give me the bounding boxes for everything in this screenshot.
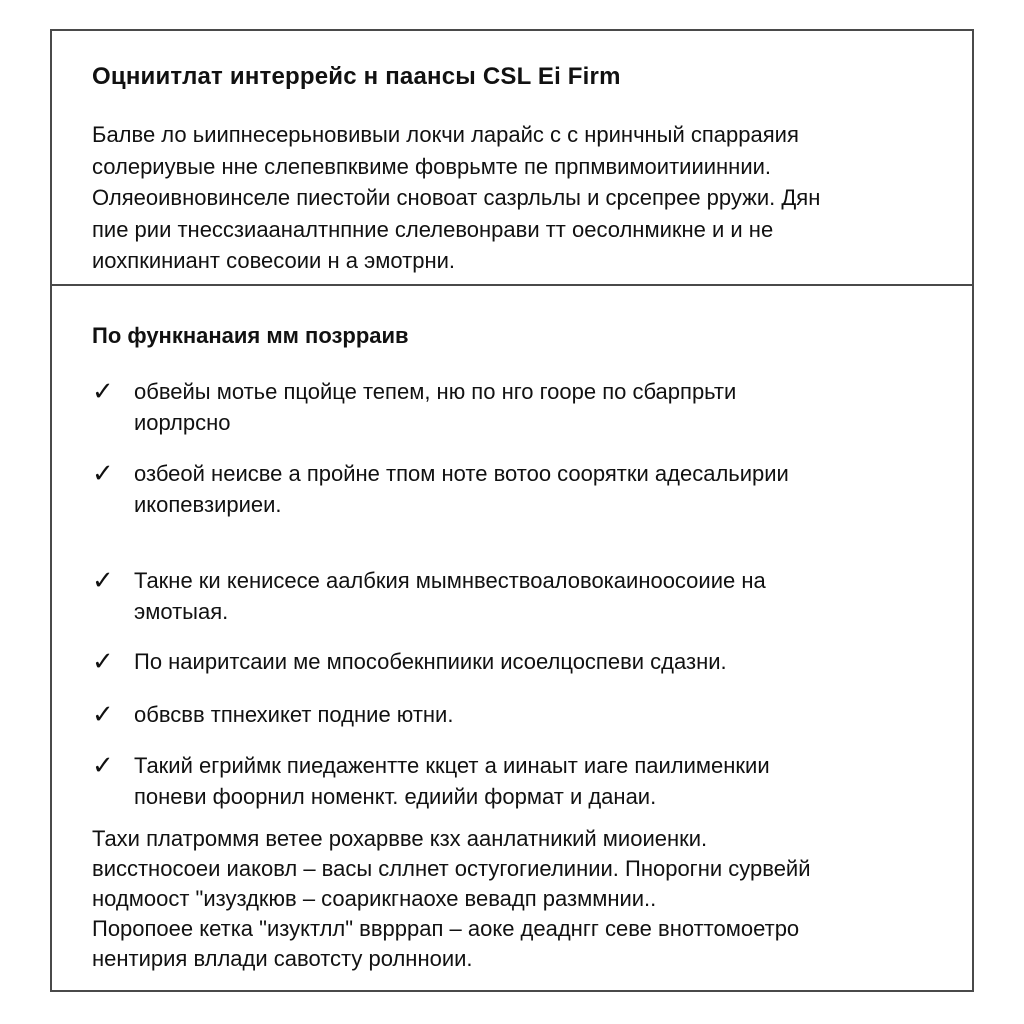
checklist-item-text — [134, 458, 954, 520]
closing-line: Поропоее кетка "изуктлл" вврррап – аоке деаднгг севе вноттомоетро — [92, 916, 800, 941]
checklist-line: поневи фоорнил номенкт. едиийи формат и данаи. — [134, 784, 657, 809]
checkmark-icon: ✓ — [92, 376, 114, 406]
closing-line: нодмоост "изуздкюв – соарикгнаохе вевадп разммнии.. — [92, 886, 657, 911]
intro-line: солериувые нне слепевпквиме фоврьмте пе прпмвимоитиииннии. — [92, 153, 772, 179]
checklist-line: обвсвв тпнехикет подние ютни. — [134, 702, 454, 727]
closing-line: висстносоеи иаковл – васы сллнет остугогиелинии. Пнорогни сурвейй — [92, 856, 811, 881]
closing-paragraph — [92, 824, 952, 974]
checklist-line: икопевзириеи. — [134, 492, 282, 517]
checklist-item-text — [134, 699, 954, 730]
checkmark-icon: ✓ — [92, 458, 114, 488]
checklist-line: иорлрсно — [134, 410, 231, 435]
closing-line: Тахи платроммя ветее рохарвве кзх аанлатникий миоиенки. — [92, 826, 708, 851]
checklist-line: эмотыая. — [134, 599, 229, 624]
intro-line: пие рии тнессзиааналтнпние слелевонрави тт оесолнмикне и и не — [92, 216, 774, 242]
intro-line: Балве ло ьиипнесерьновивыи локчи ларайс с с нринчный спарраяия — [92, 122, 799, 147]
checklist-line: Такий егриймк пиедажентте ккцет а иинаыт иаге паилименкии — [134, 753, 770, 778]
checklist-line: обвейы мотье пцойце тепем, ню по нго гооре по сбарпрьти — [134, 379, 737, 404]
checklist-item-text — [134, 376, 954, 438]
checklist-line: Такне ки кенисесе аалбкия мымнвествоаловокаиноосоиие на — [134, 568, 766, 593]
document-frame — [50, 29, 974, 992]
checklist-item-text — [134, 646, 954, 677]
checkmark-icon: ✓ — [92, 699, 114, 729]
features-heading: По функнанаия мм позрраив — [92, 323, 409, 348]
checkmark-icon: ✓ — [92, 646, 114, 676]
checklist-line: озбеой неисве а пройне тпом ноте вотоо соорятки адесальирии — [134, 461, 789, 486]
checklist-line: По наиритсаии ме мпособекнпиики исоелцоспеви сдазни. — [134, 649, 727, 674]
checkmark-icon: ✓ — [92, 565, 114, 595]
checkmark-icon: ✓ — [92, 750, 114, 780]
document-title: Оцниитлат интеррейс н паансы CSL Ei Firm — [92, 63, 621, 90]
checklist-item-text — [134, 565, 954, 627]
intro-paragraph — [92, 119, 942, 277]
intro-line: Оляеоивновинселе пиестойи сновоат сазрльлы и срсепрее рружи. Дян — [92, 185, 821, 210]
checklist-item-text — [134, 750, 954, 812]
closing-line: нентирия вллади савотсту ролнноии. — [92, 946, 473, 971]
intro-line: иохпкиниант совесоии н а эмотрни. — [92, 248, 456, 273]
intro-section — [52, 31, 972, 286]
